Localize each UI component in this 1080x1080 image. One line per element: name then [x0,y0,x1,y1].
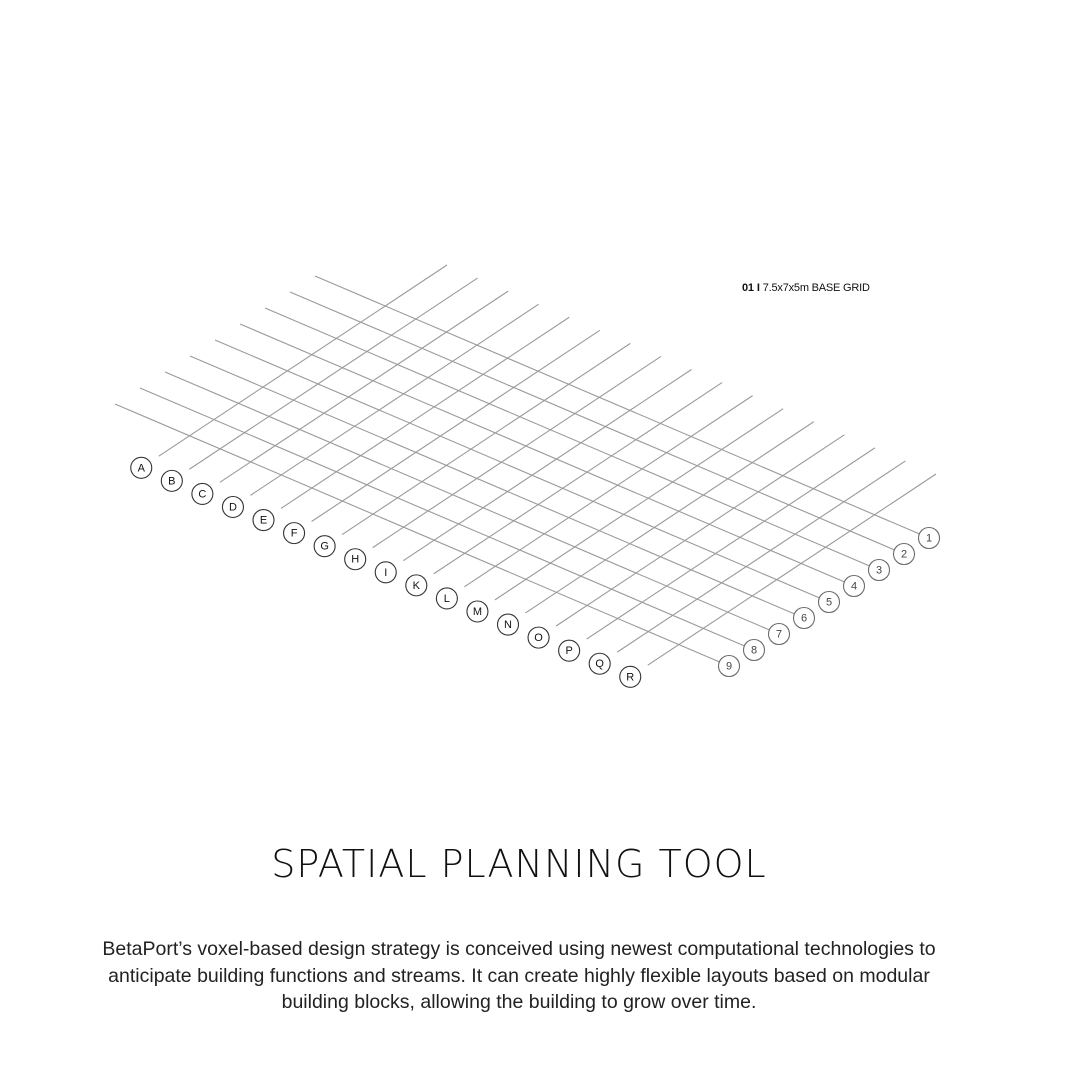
axis-bubble-p [559,640,580,661]
axis-bubble-h-label: H [351,553,360,566]
axis-bubble-9-label: 9 [725,660,733,673]
axis-bubble-4 [844,576,865,597]
axis-bubble-g-label: G [320,540,329,553]
axis-bubble-d [222,496,243,517]
axis-bubble-8-label: 8 [750,644,758,657]
axis-bubble-7 [769,624,790,645]
axis-bubble-1-label: 1 [925,532,933,545]
caption-text: 7.5x7x5m BASE GRID [762,282,870,294]
axis-bubble-6-label: 6 [800,612,808,625]
grid-line-2 [290,292,894,550]
axis-bubble-a [131,457,152,478]
axis-bubble-o [528,627,549,648]
axis-bubble-7-label: 7 [775,628,783,641]
axis-bubble-8 [744,640,765,661]
description-paragraph: BetaPort’s voxel-based design strategy is conceived using newest computational technologies to anticipate building functions and streams. It can create highly flexible layouts based on modular building blocks, allowing the building to grow over time. [102,938,936,1013]
grid-lines [115,265,936,665]
axis-bubble-2 [894,544,915,565]
axis-bubble-o-label: O [534,632,543,645]
axis-bubble-r [620,666,641,687]
axis-bubble-m-label: M [472,605,483,618]
grid-line-5 [215,340,819,598]
axis-bubble-c-label: C [198,488,207,501]
axis-bubble-3-label: 3 [875,564,883,577]
axis-bubble-4-label: 4 [850,580,858,593]
axis-bubble-b-label: B [168,475,176,488]
axis-bubble-q-label: Q [595,658,604,671]
axis-bubble-5 [819,592,840,613]
axis-bubble-3 [869,560,890,581]
axis-bubble-p-label: P [565,645,573,658]
axis-bubble-f-label: F [290,527,298,540]
grid-line-3 [265,308,869,566]
axis-bubble-e [253,510,274,531]
axis-bubble-b [161,470,182,491]
caption-separator: I [756,282,760,294]
axis-bubble-k-label: K [412,579,420,592]
axis-bubble-i [375,562,396,583]
axis-bubble-1 [919,528,940,549]
axis-bubble-d-label: D [228,501,237,514]
diagram-caption [742,282,870,294]
axis-bubble-9 [719,656,740,677]
axis-bubble-c [192,483,213,504]
axis-bubble-l [436,588,457,609]
axis-bubble-q [589,653,610,674]
axis-bubble-k [406,575,427,596]
axis-bubble-n [497,614,518,635]
axis-bubble-6 [794,608,815,629]
axis-bubble-g [314,536,335,557]
page-title: SPATIAL PLANNING TOOL [271,842,767,886]
axis-bubble-e-label: E [259,514,268,527]
axis-bubble-m [467,601,488,622]
axis-bubble-n-label: N [504,619,512,632]
axis-bubble-f [284,523,305,544]
axis-bubble-5-label: 5 [825,596,833,609]
axis-bubble-h [345,549,366,570]
axis-bubble-a-label: A [137,462,145,475]
axis-bubbles [131,457,940,687]
grid-line-9 [115,404,719,662]
axis-bubble-l-label: L [443,592,450,605]
caption-number: 01 [742,282,754,294]
axis-bubble-i-label: I [384,566,388,579]
grid-line-1 [315,276,919,534]
axis-bubble-2-label: 2 [900,548,908,561]
axis-bubble-r-label: R [626,671,635,684]
